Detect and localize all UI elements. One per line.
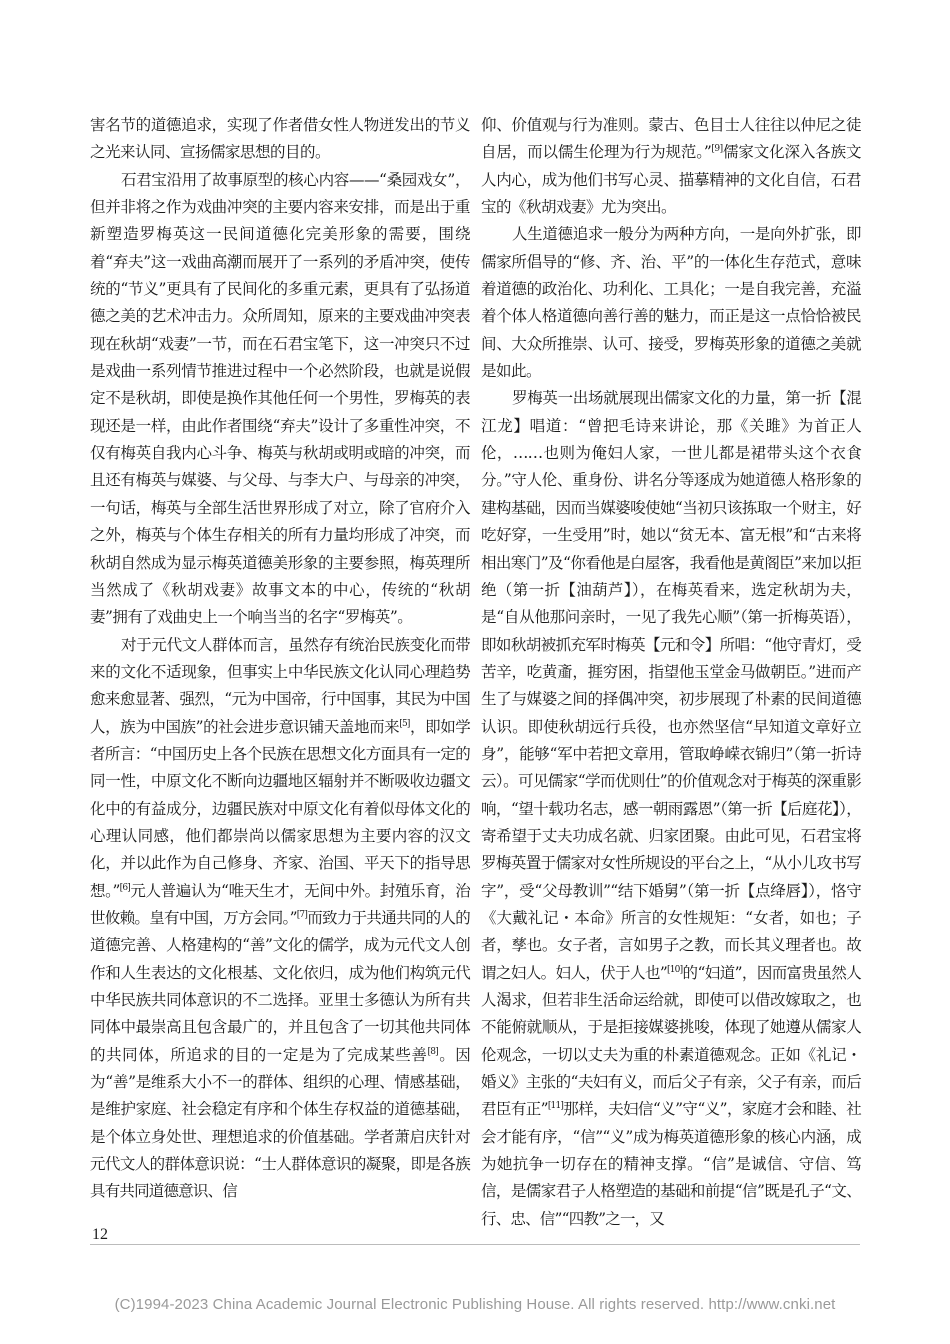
paragraph-luo-meiying xyxy=(481,385,861,1233)
paragraph-moral-pursuit: 人生道德追求一般分为两种方向，一是向外扩张，即儒家所倡导的“修、齐、治、平”的一体化生存范式，意味着道德的政治化、功利化、工具化；一是自我完善，充溢着个体人格道德向善行善的魅力，而正是这一点恰恰被民间、大众所推崇、认可、接受，罗梅英形象的道德之美就是如此。 xyxy=(481,225,861,381)
paragraph-yuan-literati xyxy=(90,632,470,1206)
paragraph-text: 仰、价值观与行为准则。蒙古、色目士人往往以仲尼之徒自居，而以儒生伦理为行为规范。” xyxy=(481,116,861,162)
paragraph-text: ，即如学者所言：“中国历史上各个民族在思想文化方面具有一定的同一性，中原文化不断向边疆地区辐射并不断吸收边疆文化中的有益成分，边疆民族对中原文化有着似母体文化的心理认同感，他们都崇尚以儒家思想为主要内容的汉文化，并以此作为自己修身、齐家、治国、平天下的指导思想。” xyxy=(90,717,470,900)
paragraph-text: 而致力于共通共同的人的道德完善、人格建构的“善”文化的儒学，成为元代文人创作和人生表达的文化根基、文化依归，成为他们构筑元代中华民族共同体意识的不二选择。亚里士多德认为所有共同体中最崇高且包含最广的，并且包含了一切其他共同体的共同体，所追求的目的一定是为了完成某些善 xyxy=(90,908,470,1064)
paragraph-story-conflict: 石君宝沿用了故事原型的核心内容——“桑园戏女”，但并非将之作为戏曲冲突的主要内容来安排，而是出于重新塑造罗梅英这一民间道德化完美形象的需要，围绕着“弃夫”这一戏曲高潮而展开了一系列的矛盾冲突，使传统的“节义”更具有了民间化的多重元素，更具有了弘扬道德之美的艺术冲击力。众所周知，原来的主要戏曲冲突表现在秋胡“戏妻”一节，而在石君宝笔下，这一冲突只不过是戏曲一系列情节推进过程中一个必然阶段，也就是说假定不是秋胡，即使是换作其他任何一个男性，罗梅英的表现还是一样，由此作者围绕“弃夫”设计了多重性冲突，不仅有梅英自我内心斗争、梅英与秋胡或明或暗的冲突，而且还有梅英与媒婆、与父母、与李大户、与母亲的冲突，一句话，梅英与全部生活世界形成了对立，除了官府介入之外，梅英与个体生存相关的所有力量均形成了冲突，而秋胡自然成为显示梅英道德美形象的主要参照，梅英理所当然成了《秋胡戏妻》故事文本的中心，传统的“秋胡妻”拥有了戏曲史上一个响当当的名字“罗梅英”。 xyxy=(90,170,470,627)
citation-ref: [5] xyxy=(399,718,410,729)
paragraph-text: 对于元代文人群体而言，虽然存有统治民族变化而带来的文化不适现象，但事实上中华民族文化认同心理趋势愈来愈显著、强烈，“元为中国帝，行中国事，其民为中国人，族为中国族”的社会进步意识铺天盖地而来 xyxy=(90,635,470,736)
copyright-footer: (C)1994-2023 China Academic Journal Electronic Publishing House. All rights reserved. http://www.cnki.net xyxy=(114,1296,836,1313)
citation-ref: [6] xyxy=(119,882,130,893)
paragraph-text: 元人普遍认为“唯天生才，无间中外。封殖乐育，治世攸赖。皇有中国，万方会同。” xyxy=(90,881,470,927)
citation-ref: [11] xyxy=(547,1101,564,1112)
paragraph-continued: 害名节的道德追求，实现了作者借女性人物迸发出的节义之光来认同、宣扬儒家思想的目的。 xyxy=(90,116,470,162)
left-column xyxy=(90,112,470,1206)
citation-ref: [10] xyxy=(667,964,683,975)
page-number: 12 xyxy=(92,1226,108,1243)
citation-ref: [8] xyxy=(427,1046,438,1057)
paragraph-text: 儒家文化深入各族文人内心，成为他们书写心灵、描摹精神的文化自信，石君宝的《秋胡戏妻》尤为突出。 xyxy=(481,143,861,217)
paragraph-text: 。因为“善”是维系大小不一的群体、组织的心理、情感基础，是维护家庭、社会稳定有序和个体生存权益的道德基础，是个体立身处世、理想追求的价值基础。学者萧启庆针对元代文人的群体意识说：“士人群体意识的凝聚，即是各族具有共同道德意识、信 xyxy=(90,1045,471,1201)
right-column xyxy=(481,112,861,1233)
paragraph-text: 的“妇道”，因而富贵虽然人人渴求，但若非生活命运给就，即使可以借改嫁取之，也不能俯就顺从，于是拒接媒婆挑唆，体现了她遵从儒家人伦观念，一切以丈夫为重的朴素道德观念。正如《礼记・婚义》主张的“夫妇有义，而后父子有亲，父子有亲，而后君臣有正” xyxy=(481,963,861,1119)
footer-divider xyxy=(90,1244,860,1245)
paragraph-text: 那样，夫妇信“义”守“义”，家庭才会和睦、社会才能有序，“信”“义”成为梅英道德形象的核心内涵，成为她抗争一切存在的精神支撑。“信”是诚信、守信、笃信，是儒家君子人格塑造的基础和前提“信”既是孔子“文、行、忠、信”“四教”之一，又 xyxy=(481,1100,861,1228)
paragraph-continued xyxy=(481,112,861,221)
citation-ref: [7] xyxy=(296,909,308,920)
citation-ref: [9] xyxy=(711,144,723,155)
paragraph-text: 罗梅英一出场就展现出儒家文化的力量，第一折【混江龙】唱道：“曾把毛诗来讲论，那《关雎》为首正人伦，……也则为俺妇人家，一世儿都是裙带头这个衣食分。”守人伦、重身份、讲名分等逐成为她道德人格形象的建构基础，因而当媒婆唆使她“当初只该拣取一个财主，好吃好穿，一生受用”时，她以“贫无本、富无根”和“古来将相出寒门”及“你看他是白屋客，我看他是黄阁臣”来加以拒绝（第一折【油葫芦】），在梅英看来，选定秋胡为夫，是“自从他那问亲时，一见了我先心顺”（第一折梅英语），即如秋胡被抓充军时梅英【元和令】所唱：“他守青灯，受苦辛，吃黄齑，捱穷困，指望他玉堂金马做朝臣。”进而产生了与媒婆之间的择偶冲突，初步展现了朴素的民间道德认识。即使秋胡远行兵役，也亦然坚信“早知道文章好立身”，能够“军中若把文章用，管取峥嵘衣锦归”（第一折诗云）。可见儒家“学而优则仕”的价值观念对于梅英的深重影响，“望十载功名志，感一朝雨露恩”（第一折【后庭花】），寄希望于丈夫功成名就、归家团聚。由此可见，石君宝将罗梅英置于儒家对女性所规设的平台之上，“从小儿攻书写字”，受“父母教训”“结下婚舅”（第一折【点绛唇】），恪守《大戴礼记・本命》所言的女性规矩：“女者，如也；子者，孳也。女子者，言如男子之教，而长其义理者也。故谓之妇人。妇人，伏于人也” xyxy=(481,389,861,982)
